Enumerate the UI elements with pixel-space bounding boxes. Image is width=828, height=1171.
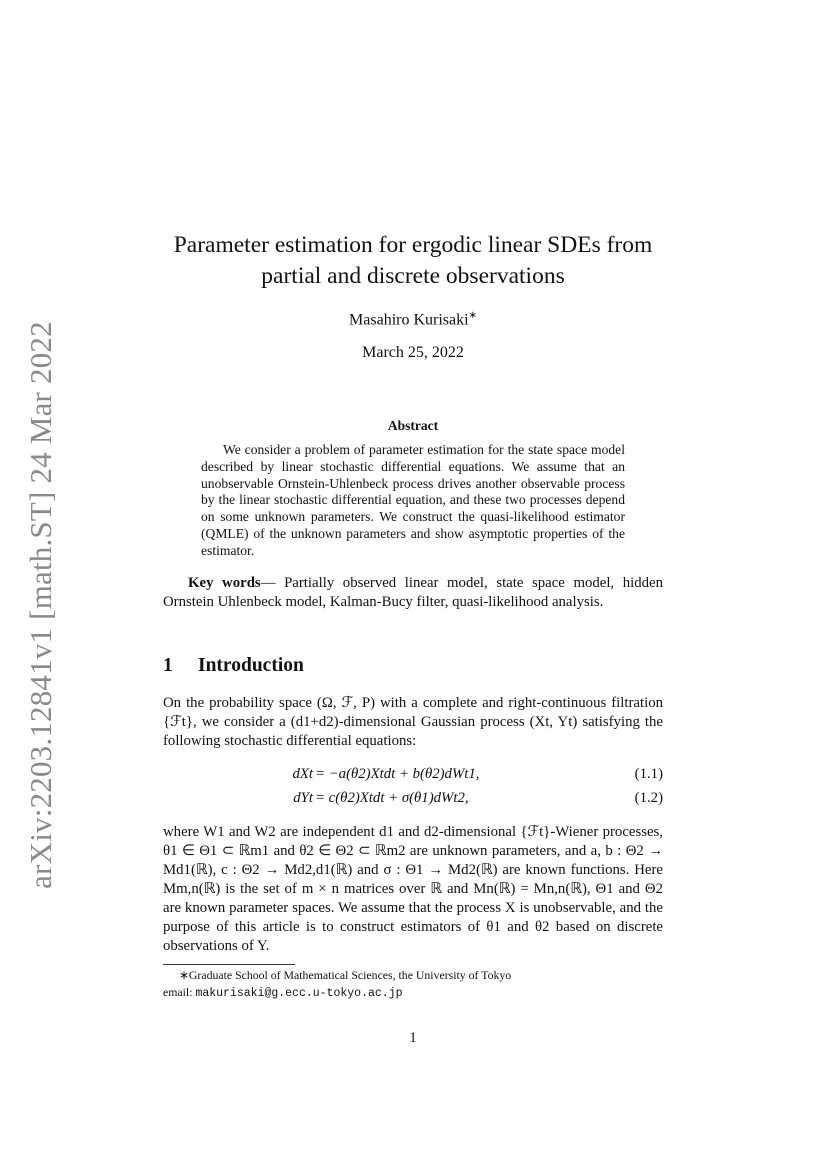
section-heading-introduction [163,655,663,677]
page-number: 1 [409,1030,417,1046]
author-name: Masahiro Kurisaki [349,311,469,329]
paper-date: March 25, 2022 [362,344,464,361]
intro-paragraph-1: On the probability space (Ω, ℱ, P) with a complete and right-continuous filtration {ℱt}, we consider a (d1+d2)-dimensional Gaussian process (Xt, Yt) satisfying the following stochastic differential equations: [163,695,663,749]
abstract-heading: Abstract [387,418,439,433]
section-number: 1 [163,655,173,676]
author [163,310,663,329]
keywords-text: — Partially observed linear model, state space model, hidden Ornstein Uhlenbeck model, Kalman-Bucy filter, quasi-likelihood analysis. [163,575,663,610]
equation-1-1-lhs: dXt [292,766,313,782]
title-line-1: Parameter estimation for ergodic linear SDEs from [173,232,653,258]
footnote-rule [163,964,295,965]
footnote-email-label: email: [163,984,196,999]
equation-1-2 [163,790,663,810]
arxiv-identifier: arXiv:2203.12841v1 [math.ST] 24 Mar 2022 [23,321,58,889]
equation-1-2-rhs: = c(θ2)Xtdt + σ(θ1)dWt2, [315,790,469,806]
footnote [163,967,663,1002]
keywords-label: Key words [188,575,261,591]
keywords [163,574,663,612]
equation-1-1-rhs: = −a(θ2)Xtdt + b(θ2)dWt1, [315,766,480,782]
abstract-text: We consider a problem of parameter estimation for the state space model described by linear stochastic differential equations. We assume that an unobservable Ornstein-Uhlenbeck process drives another observable process by the linear stochastic differential equation, and these two processes depend on some unknown parameters. We construct the quasi-likelihood estimator (QMLE) of the unknown parameters and show asymptotic properties of the estimator. [201,442,625,558]
section-title: Introduction [198,655,304,676]
intro-paragraph-2: where W1 and W2 are independent d1 and d2-dimensional {ℱt}-Wiener processes, θ1 ∈ Θ1 ⊂ ℝm1 and θ2 ∈ Θ2 ⊂ ℝm2 are unknown parameters, and a, b : Θ2 → Md1(ℝ), c : Θ2 → Md2,d1(ℝ) and σ : Θ1 → Md2(ℝ) are known functions. Here Mm,n(ℝ) is the set of m × n matrices over ℝ and Mn(ℝ) = Mn,n(ℝ), Θ1 and Θ2 are known parameter spaces. We assume that the process X is unobservable, and the purpose of this article is to construct estimators of θ1 and θ2 based on discrete observations of Y. [163,824,663,954]
equation-1-1 [163,766,663,786]
arxiv-sidebar [14,321,68,889]
equation-1-2-lhs: dYt [293,790,313,806]
title-line-2: partial and discrete observations [261,263,565,289]
paper-title [163,230,663,292]
equation-1-1-number: (1.1) [634,766,663,782]
footnote-affiliation: ∗Graduate School of Mathematical Sciences, the University of Tokyo [179,968,512,982]
equation-1-2-number: (1.2) [634,790,663,806]
author-footnote-mark[interactable]: ∗ [468,310,477,321]
footnote-email-line [163,984,663,1003]
footnote-email[interactable]: makurisaki@g.ecc.u-tokyo.ac.jp [195,986,403,1000]
